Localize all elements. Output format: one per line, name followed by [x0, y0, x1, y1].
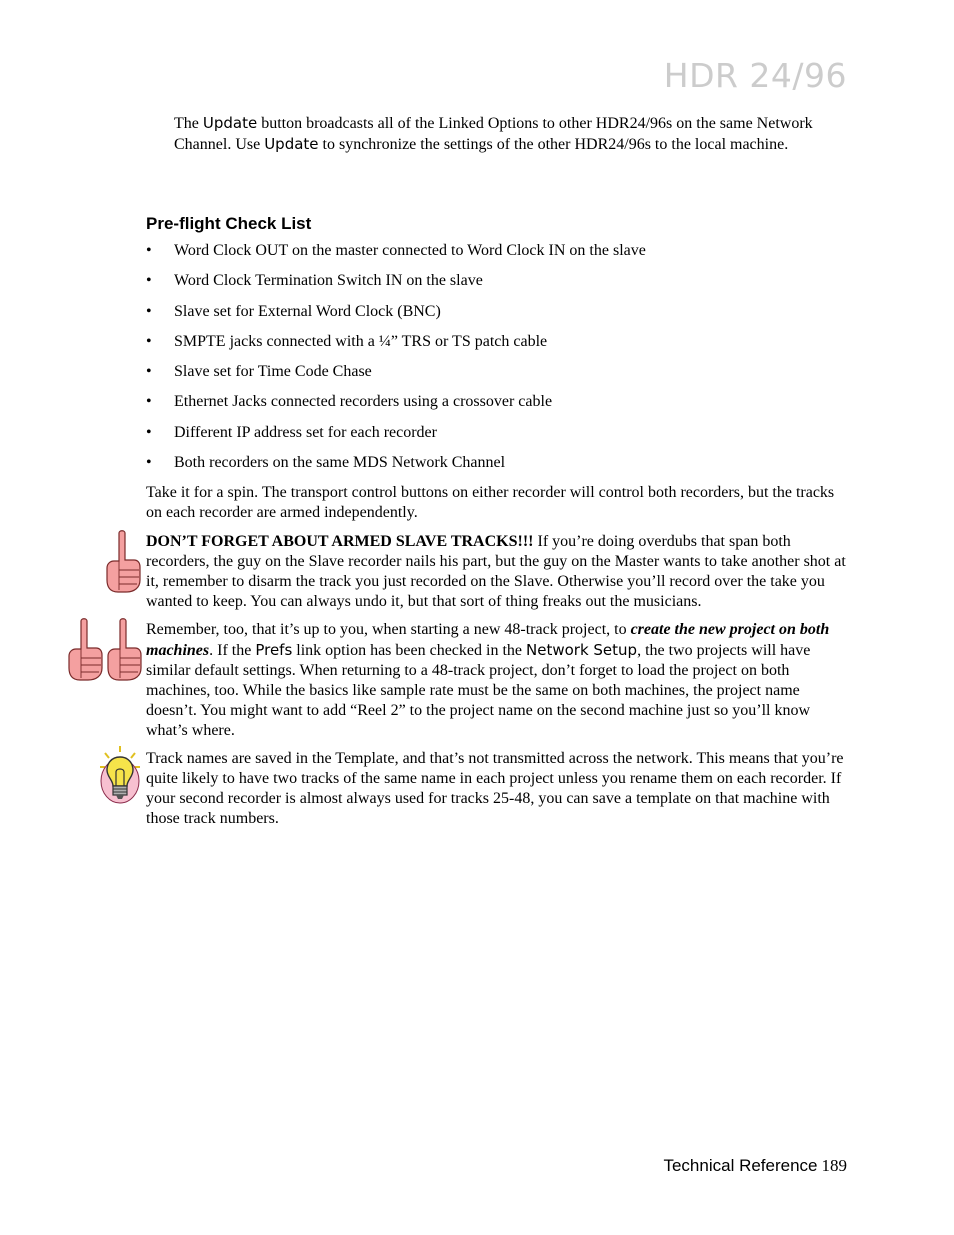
page-number: 189	[821, 1156, 847, 1175]
intro-paragraph: The Update button broadcasts all of the Linked Options to other HDR24/96s on the same Network Channel. Use Update to synchronize the settings of the other HDR24/96s to the local machine.	[174, 114, 813, 153]
bullet-icon: •	[146, 332, 152, 350]
bullet-icon: •	[146, 242, 152, 259]
network-setup-ui-label: Network Setup	[526, 641, 638, 659]
prefs-ui-label: Prefs	[255, 641, 293, 659]
list-item: • Word Clock OUT on the master connected to Word Clock IN on the slave	[146, 242, 646, 259]
new-project-note: Remember, too, that it’s up to you, when starting a new 48-track project, to create the new project on both machines. If the Prefs link option has been checked in the Network Setup, the two projects will have similar default settings. When returning to a 48-track project, don’t forget to load the project on both machines, too. While the basics like sample rate must be the same on both machines, the project name doesn’t. You might want to add “Reel 2” to the project name on the second machine just so you’ll know what’s where.	[146, 621, 830, 739]
footer-section-title: Technical Reference	[663, 1156, 818, 1175]
list-item: • Slave set for Time Code Chase	[146, 363, 372, 381]
list-item: • Word Clock Termination Switch IN on the slave	[146, 272, 483, 290]
bullet-icon: •	[146, 302, 152, 320]
page-header-title: HDR 24/96	[663, 56, 847, 95]
bullet-icon: •	[146, 454, 152, 472]
preflight-checklist	[146, 241, 646, 483]
spin-paragraph: Take it for a spin. The transport control buttons on either recorder will control both recorders, but the tracks on each recorder are armed independently.	[146, 484, 835, 521]
bullet-icon: •	[146, 363, 152, 381]
list-item: • Slave set for External Word Clock (BNC)	[146, 302, 441, 320]
bullet-icon: •	[146, 272, 152, 290]
bullet-icon: •	[146, 393, 152, 411]
armed-tracks-note: DON’T FORGET ABOUT ARMED SLAVE TRACKS!!! If you’re doing overdubs that span both recorders, the guy on the Slave recorder nails his part, but the guy on the Master wants to take another shot at it, remember to disarm the track you just recorded on the Slave. Otherwise you’ll record over the take you wanted to keep. You can always undo it, but that sort of thing freaks out the musicians.	[146, 533, 846, 610]
double-pointing-hand-icon	[66, 618, 144, 682]
lightbulb-icon	[98, 745, 142, 807]
page-footer	[663, 1156, 847, 1176]
note-emphasis: DON’T FORGET ABOUT ARMED SLAVE TRACKS!!!	[146, 533, 534, 550]
list-item: • Both recorders on the same MDS Network Channel	[146, 454, 506, 472]
track-names-tip: Track names are saved in the Template, and that’s not transmitted across the network. This means that you’re quite likely to have two tracks of the same name in each project unless you rename them on each recorder. If your second recorder is almost always used for tracks 25-48, you can save a template on that machine with those track numbers.	[146, 750, 844, 827]
pointing-hand-icon	[104, 530, 142, 594]
list-item: • Different IP address set for each recorder	[146, 423, 437, 441]
bullet-icon: •	[146, 423, 152, 441]
note-emphasis: create the new project on both machines	[146, 621, 830, 659]
update-ui-label: Update	[264, 135, 319, 153]
list-item: • SMPTE jacks connected with a ¼” TRS or TS patch cable	[146, 332, 548, 350]
section-heading: Pre-flight Check List	[146, 214, 312, 233]
list-item: • Ethernet Jacks connected recorders using a crossover cable	[146, 393, 553, 411]
update-ui-label: Update	[202, 114, 258, 132]
